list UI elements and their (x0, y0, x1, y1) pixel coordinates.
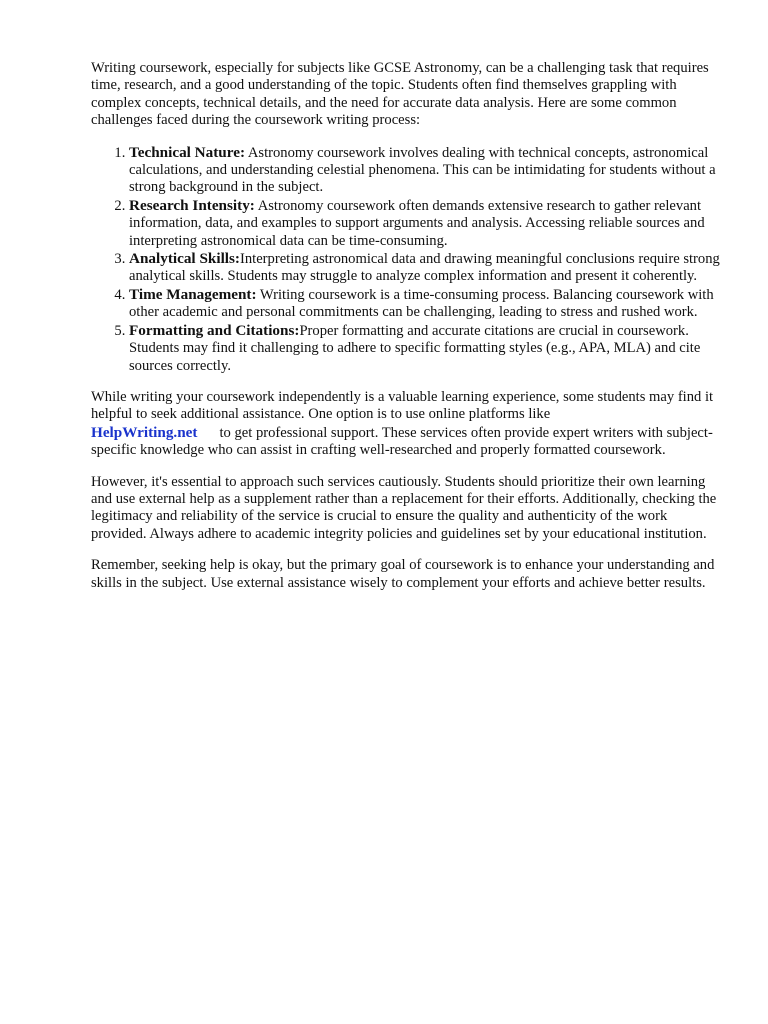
challenges-list (91, 144, 723, 375)
challenge-term: Analytical Skills: (129, 250, 240, 268)
conclusion-paragraph: Remember, seeking help is okay, but the primary goal of coursework is to enhance your understanding and skills in the subject. Use external assistance wisely to complement your efforts and achieve better results. (91, 557, 715, 591)
caution-paragraph: However, it's essential to approach such services cautiously. Students should prioritize their own learning and use external help as a supplement rather than a replacement for their efforts. Additionally, checking the legitimacy and reliability of the service is crucial to ensure the quality and authenticity of the work provided. Always adhere to academic integrity policies and guidelines set by your educational institution. (91, 473, 717, 542)
challenge-text: Writing coursework is a time-consuming process. Balancing coursework with other academic and personal commitments can be challenging, leading to stress and rushed work. (129, 286, 714, 321)
list-item (129, 144, 723, 197)
challenge-text: Astronomy coursework often demands extensive research to gather relevant information, data, and examples to support arguments and analysis. Accessing reliable sources and interpreting astronomical data can be time-consuming. (129, 197, 705, 249)
assistance-text-before: While writing your coursework independently is a valuable learning experience, some students may find it helpful to seek additional assistance. One option is to use online platforms like (91, 388, 714, 423)
challenge-term: Research Intensity: (129, 196, 255, 214)
helpwriting-link[interactable]: HelpWriting.net (91, 423, 198, 441)
challenge-term: Technical Nature: (129, 143, 246, 161)
list-item (129, 250, 723, 286)
list-item (129, 286, 723, 322)
assistance-text-after: to get professional support. These services often provide expert writers with subject-specific knowledge who can assist in crafting well-researched and properly formatted coursework. (91, 424, 713, 459)
challenge-term: Formatting and Citations: (129, 321, 300, 339)
list-item (129, 197, 723, 250)
document-page (91, 60, 723, 606)
challenge-text: Astronomy coursework involves dealing with technical concepts, astronomical calculations, and understanding celestial phenomena. This can be intimidating for students without a strong background in the subject. (129, 144, 716, 196)
challenge-text: Interpreting astronomical data and drawing meaningful conclusions require strong analytical skills. Students may struggle to analyze complex information and present it coherently. (129, 251, 720, 285)
intro-paragraph: Writing coursework, especially for subjects like GCSE Astronomy, can be a challenging task that requires time, research, and a good understanding of the topic. Students often find themselves grappling with complex concepts, technical details, and the need for accurate data analysis. Here are some common challenges faced during the coursework writing process: (91, 60, 709, 129)
assistance-paragraph (91, 389, 723, 460)
list-item (129, 322, 723, 375)
challenge-term: Time Management: (129, 285, 257, 303)
challenge-text: Proper formatting and accurate citations are crucial in coursework. Students may find it challenging to adhere to specific formatting styles (e.g., APA, MLA) and cite sources correctly. (129, 322, 701, 374)
